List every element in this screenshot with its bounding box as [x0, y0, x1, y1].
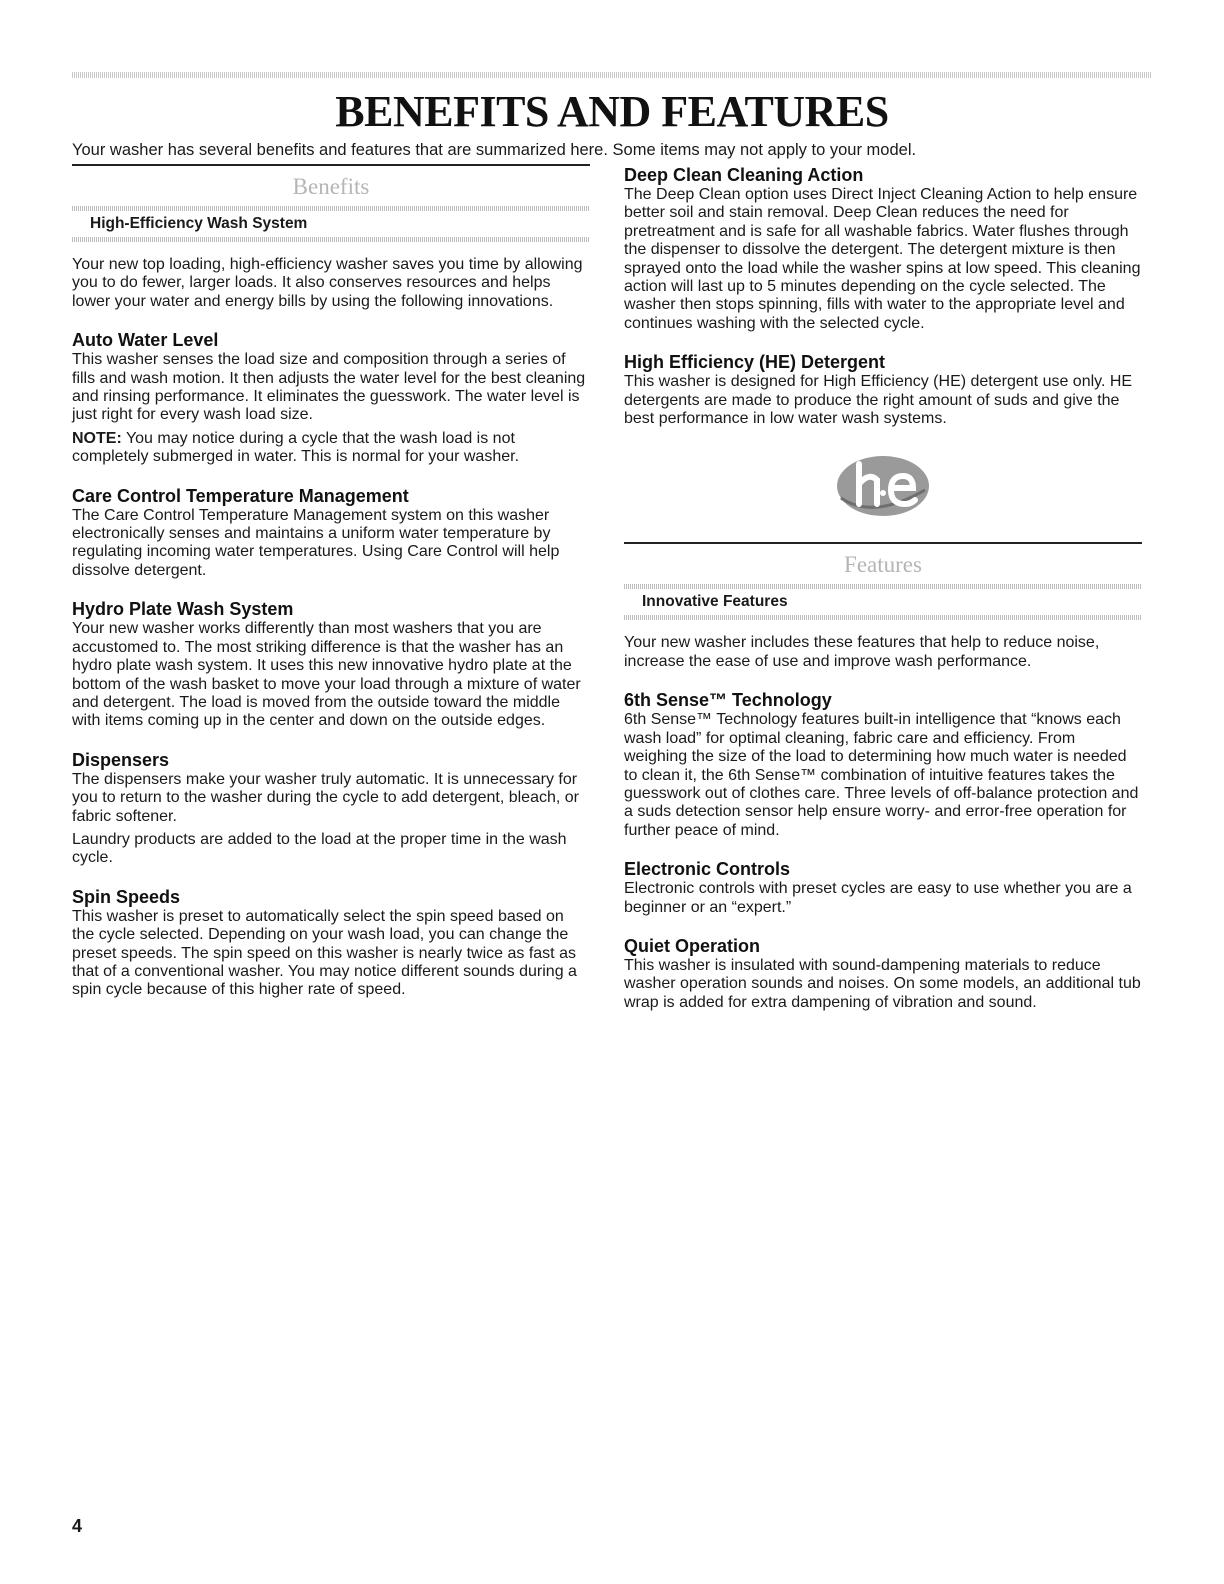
benefits-subhead: High-Efficiency Wash System: [90, 215, 308, 232]
hydro-plate-body: Your new washer works differently than most washers that you are accustomed to. The most striking difference is that the washer has an hydro plate wash system. It uses this new innovative hydro plate at the bottom of the wash basket to move your load through a mixture of water and detergent. The load is moved from the outside toward the middle with items coming up in the center and down on the outside edges.: [72, 620, 581, 730]
spin-speeds-body: This washer is preset to automatically select the spin speed based on the cycle selected. Depending on your wash load, you can change the preset speeds. The spin speed on this washer is nearly twice as fast as that of a conventional washer. You may notice different sounds during a spin cycle because of this higher rate of speed.: [72, 907, 577, 999]
care-control-body: The Care Control Temperature Management system on this washer electronically senses and maintains a uniform water temperature by regulating incoming water temperatures. Using Care Control will help dissolve detergent.: [72, 506, 560, 579]
left-column: [72, 164, 590, 1000]
he-logo-icon: [833, 446, 933, 522]
he-logo-wrap: [624, 446, 1142, 522]
dispensers-heading: Dispensers: [72, 749, 170, 770]
page-intro: Your washer has several benefits and features that are summarized here. Some items may not apply to your model.: [72, 141, 917, 159]
features-subhead: Innovative Features: [642, 593, 788, 611]
note-label: NOTE:: [72, 429, 122, 447]
top-dither-bar: [72, 72, 1152, 78]
quiet-operation-body: This washer is insulated with sound-dampening materials to reduce washer operation sounds and noises. On some models, an additional tub wrap is added for extra dampening of vibration and sound.: [624, 956, 1141, 1011]
electronic-controls-body: Electronic controls with preset cycles are easy to use whether you are a beginner or an “expert.”: [624, 880, 1132, 916]
electronic-controls-heading: Electronic Controls: [624, 859, 791, 880]
page-title: BENEFITS AND FEATURES: [335, 87, 889, 136]
benefits-intro: Your new top loading, high-efficiency washer saves you time by allowing you to do fewer, larger loads. It also conserves resources and helps lower your water and energy bills by using the following innovations.: [72, 256, 583, 310]
quiet-operation-heading: Quiet Operation: [624, 935, 761, 956]
spin-speeds-heading: Spin Speeds: [72, 886, 181, 907]
page-number: 4: [72, 1516, 83, 1536]
dispensers-body-1: The dispensers make your washer truly automatic. It is unnecessary for you to return to the washer during the cycle to add detergent, bleach, or fabric softener.: [72, 770, 579, 825]
note-text: You may notice during a cycle that the wash load is not completely submerged in water. This is normal for your washer.: [72, 429, 520, 466]
auto-water-note: [72, 430, 590, 467]
he-detergent-heading: High Efficiency (HE) Detergent: [624, 352, 886, 373]
features-intro: Your new washer includes these features that help to reduce noise, increase the ease of use and improve wash performance.: [624, 634, 1100, 670]
right-column: [624, 164, 1142, 1012]
deep-clean-body: The Deep Clean option uses Direct Inject Cleaning Action to help ensure better soil and stain removal. Deep Clean reduces the need for pretreatment and is safe for all washable fabrics. Water flushes through the dispenser to dissolve the detergent. The detergent mixture is then sprayed onto the load while the washer spins at low speed. This cleaning action will last up to 5 minutes depending on the cycle selected. The washer then stops spinning, fills with water to the appropriate level and continues washing with the selected cycle.: [624, 186, 1141, 332]
deep-clean-heading: Deep Clean Cleaning Action: [624, 165, 864, 185]
benefits-label: Benefits: [292, 174, 370, 199]
section-rule: [624, 542, 1142, 544]
hydro-plate-heading: Hydro Plate Wash System: [72, 599, 294, 620]
dispensers-body-2: Laundry products are added to the load at the proper time in the wash cycle.: [72, 830, 567, 867]
he-detergent-body: This washer is designed for High Efficiency (HE) detergent use only. HE detergents are made to produce the right amount of suds and give the best performance in low water wash systems.: [624, 373, 1133, 428]
section-rule: [72, 164, 590, 166]
care-control-heading: Care Control Temperature Management: [72, 485, 409, 506]
auto-water-body: This washer senses the load size and composition through a series of fills and wash motion. It then adjusts the water level for the best cleaning and rinsing performance. It eliminates the guesswork. The water level is just right for every wash load size.: [72, 351, 586, 424]
auto-water-heading: Auto Water Level: [72, 330, 219, 351]
features-label: Features: [844, 552, 922, 578]
sixth-sense-heading: 6th Sense™ Technology: [624, 690, 832, 711]
sixth-sense-body: 6th Sense™ Technology features built-in intelligence that “knows each wash load” for optimal cleaning, fabric care and efficiency. From weighing the size of the load to determining how much water is needed to clean it, the 6th Sense™ combination of intuitive features takes the guesswork out of clothes care. Three levels of off-balance protection and a suds detection sensor help ensure worry- and error-free operation for further peace of mind.: [624, 711, 1139, 839]
